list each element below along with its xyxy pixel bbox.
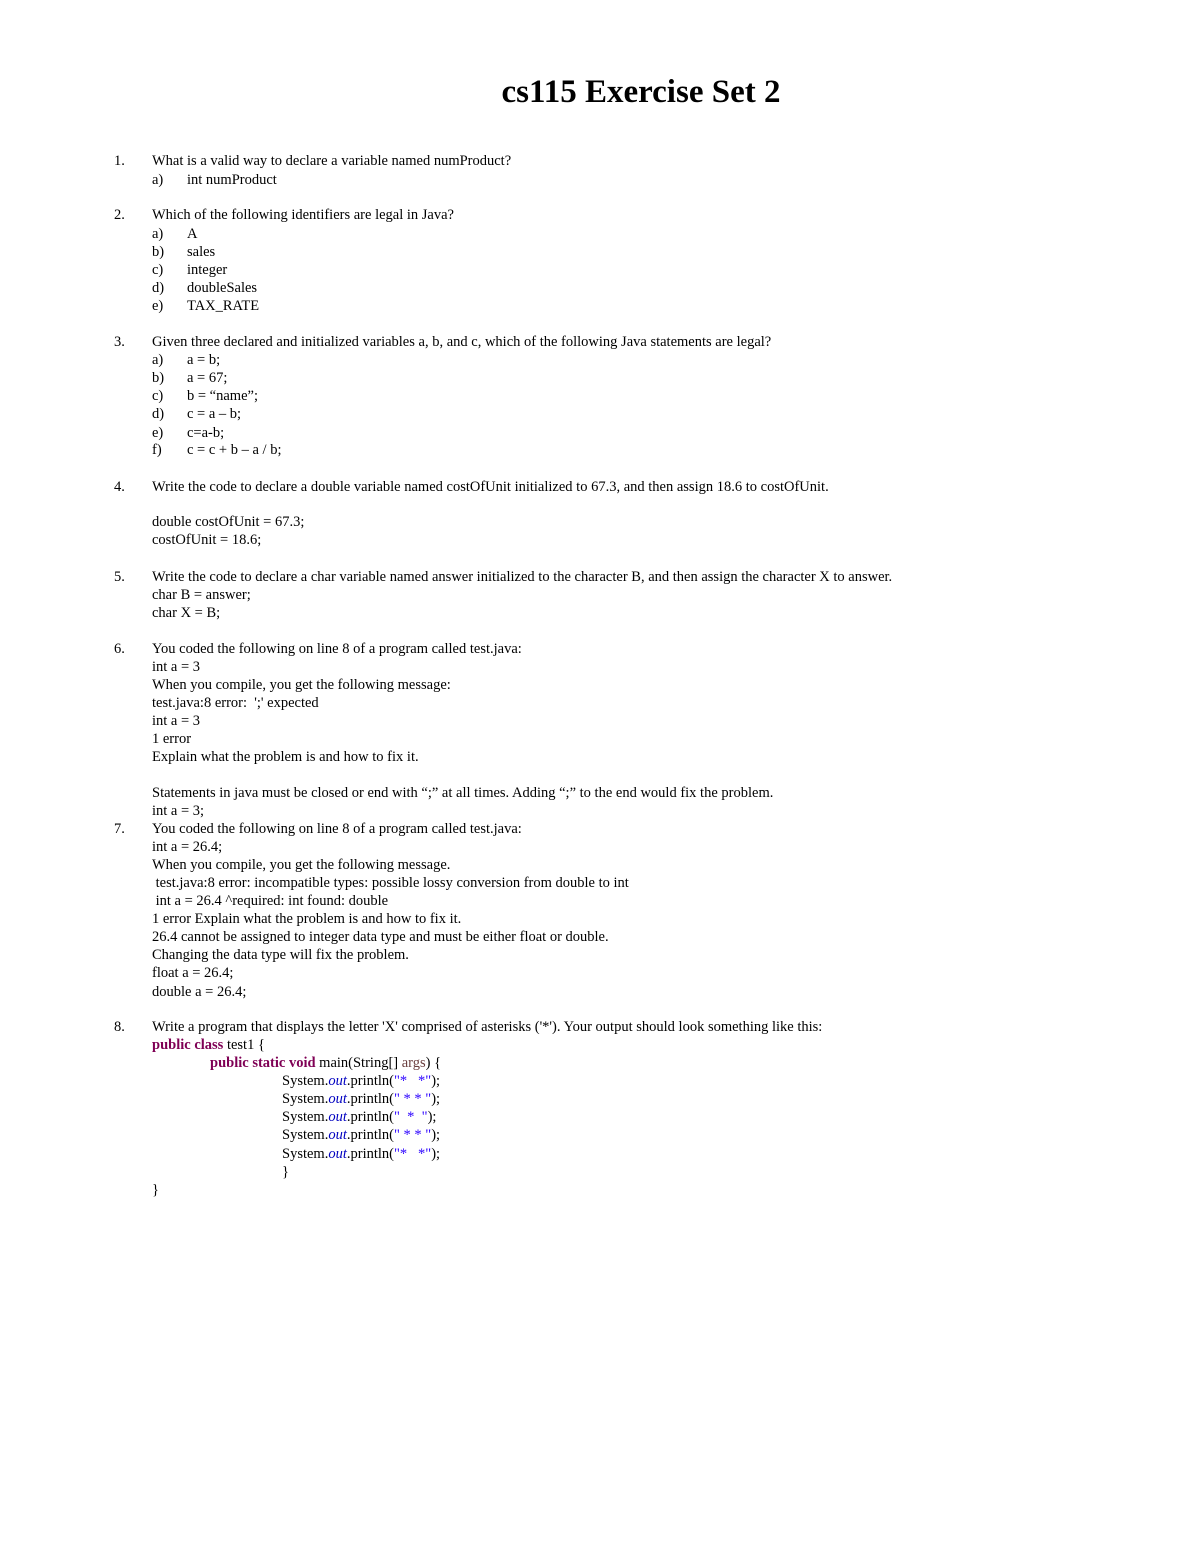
option-label: f) (152, 442, 162, 458)
main-signature: main(String[] (315, 1055, 402, 1071)
answer-line: int a = 3; (152, 803, 205, 819)
string-literal: "* *" (393, 1146, 432, 1162)
code-println-line (282, 1072, 440, 1090)
string-literal: " * * " (393, 1127, 432, 1143)
code-text: ); (431, 1127, 441, 1143)
option-text: A (187, 226, 198, 242)
code-println-line (282, 1145, 440, 1163)
question-number: 5. (114, 569, 125, 585)
field-out: out (328, 1109, 347, 1125)
question-line: Explain what the problem is and how to fix it. (152, 749, 419, 765)
option-label: c) (152, 262, 164, 278)
question-line: When you compile, you get the following message: (152, 677, 451, 693)
code-text: ); (431, 1146, 441, 1162)
field-out: out (328, 1073, 347, 1089)
option-label: d) (152, 280, 165, 296)
string-literal: "* *" (393, 1073, 432, 1089)
question-line: test.java:8 error: ';' expected (152, 695, 319, 711)
code-println-line (282, 1108, 436, 1126)
question-line: You coded the following on line 8 of a program called test.java: (152, 641, 522, 657)
keyword: public (210, 1055, 249, 1071)
question-number: 3. (114, 334, 125, 350)
code-text: .println( (346, 1109, 394, 1125)
question-line: int a = 26.4; (152, 839, 223, 855)
option-text: b = “name”; (187, 388, 258, 404)
question-text: What is a valid way to declare a variable named numProduct? (152, 153, 512, 169)
code-text: System. (282, 1091, 329, 1107)
question-text: Write the code to declare a double variable named costOfUnit initialized to 67.3, and then assign 18.6 to costOfUnit. (152, 479, 829, 495)
field-out: out (328, 1127, 347, 1143)
question-text: Write the code to declare a char variable named answer initialized to the character B, and then assign the character X to answer. (152, 569, 893, 585)
code-text: System. (282, 1109, 329, 1125)
answer-line: char B = answer; (152, 587, 251, 603)
option-label: b) (152, 244, 165, 260)
option-label: b) (152, 370, 165, 386)
keyword: void (288, 1055, 316, 1071)
question-number: 7. (114, 821, 125, 837)
field-out: out (328, 1091, 347, 1107)
option-text: c = c + b – a / b; (187, 442, 282, 458)
code-class-line (152, 1036, 265, 1054)
answer-line: Statements in java must be closed or end with “;” at all times. Adding “;” to the end would fix the problem. (152, 785, 774, 801)
code-inner-brace: } (282, 1164, 289, 1180)
option-text: sales (187, 244, 216, 260)
code-println-line (282, 1126, 440, 1144)
code-text: System. (282, 1073, 329, 1089)
keyword: class (194, 1037, 224, 1053)
question-number: 2. (114, 207, 125, 223)
option-text: c=a-b; (187, 425, 225, 441)
class-name: test1 { (223, 1037, 265, 1053)
code-text: ); (431, 1091, 441, 1107)
code-outer-brace: } (152, 1182, 159, 1198)
field-out: out (328, 1146, 347, 1162)
question-line: 1 error Explain what the problem is and how to fix it. (152, 911, 462, 927)
question-text: Given three declared and initialized variables a, b, and c, which of the following Java statements are legal? (152, 334, 772, 350)
answer-line: 26.4 cannot be assigned to integer data type and must be either float or double. (152, 929, 609, 945)
answer-line: costOfUnit = 18.6; (152, 532, 262, 548)
option-text: integer (187, 262, 228, 278)
question-text: Which of the following identifiers are legal in Java? (152, 207, 454, 223)
string-literal: " * * " (393, 1091, 432, 1107)
answer-line: Changing the data type will fix the problem. (152, 947, 409, 963)
option-label: a) (152, 172, 164, 188)
question-number: 4. (114, 479, 125, 495)
question-text: Write a program that displays the letter 'X' comprised of asterisks ('*'). Your output should look something like this: (152, 1019, 823, 1035)
option-text: a = b; (187, 352, 221, 368)
option-label: e) (152, 425, 164, 441)
option-text: c = a – b; (187, 406, 242, 422)
code-println-line (282, 1090, 440, 1108)
option-label: e) (152, 298, 164, 314)
string-literal: " * " (393, 1109, 428, 1125)
keyword: public (152, 1037, 191, 1053)
page-title: cs115 Exercise Set 2 (501, 74, 781, 110)
question-line: You coded the following on line 8 of a program called test.java: (152, 821, 522, 837)
code-text: .println( (346, 1073, 394, 1089)
code-text: System. (282, 1146, 329, 1162)
option-text: TAX_RATE (187, 298, 260, 314)
option-text: int numProduct (187, 172, 277, 188)
option-text: doubleSales (187, 280, 258, 296)
option-label: a) (152, 226, 164, 242)
question-line: test.java:8 error: incompatible types: possible lossy conversion from double to int (152, 875, 629, 891)
code-text: ); (431, 1073, 441, 1089)
question-number: 8. (114, 1019, 125, 1035)
code-text: ); (427, 1109, 437, 1125)
answer-line: char X = B; (152, 605, 221, 621)
keyword: static (252, 1055, 286, 1071)
question-line: 1 error (152, 731, 192, 747)
code-main-line (210, 1054, 441, 1072)
option-label: c) (152, 388, 164, 404)
question-line: int a = 3 (152, 659, 201, 675)
question-number: 6. (114, 641, 125, 657)
option-label: d) (152, 406, 165, 422)
answer-line: float a = 26.4; (152, 965, 234, 981)
option-text: a = 67; (187, 370, 228, 386)
main-close: ) { (425, 1055, 442, 1071)
code-text: .println( (346, 1091, 394, 1107)
question-line: int a = 3 (152, 713, 201, 729)
question-line: When you compile, you get the following message. (152, 857, 451, 873)
question-line: int a = 26.4 ^required: int found: double (152, 893, 389, 909)
question-number: 1. (114, 153, 125, 169)
code-text: System. (282, 1127, 329, 1143)
answer-line: double costOfUnit = 67.3; (152, 514, 305, 530)
code-text: .println( (346, 1127, 394, 1143)
answer-line: double a = 26.4; (152, 984, 247, 1000)
code-text: .println( (346, 1146, 394, 1162)
option-label: a) (152, 352, 164, 368)
main-arg: args (401, 1055, 426, 1071)
